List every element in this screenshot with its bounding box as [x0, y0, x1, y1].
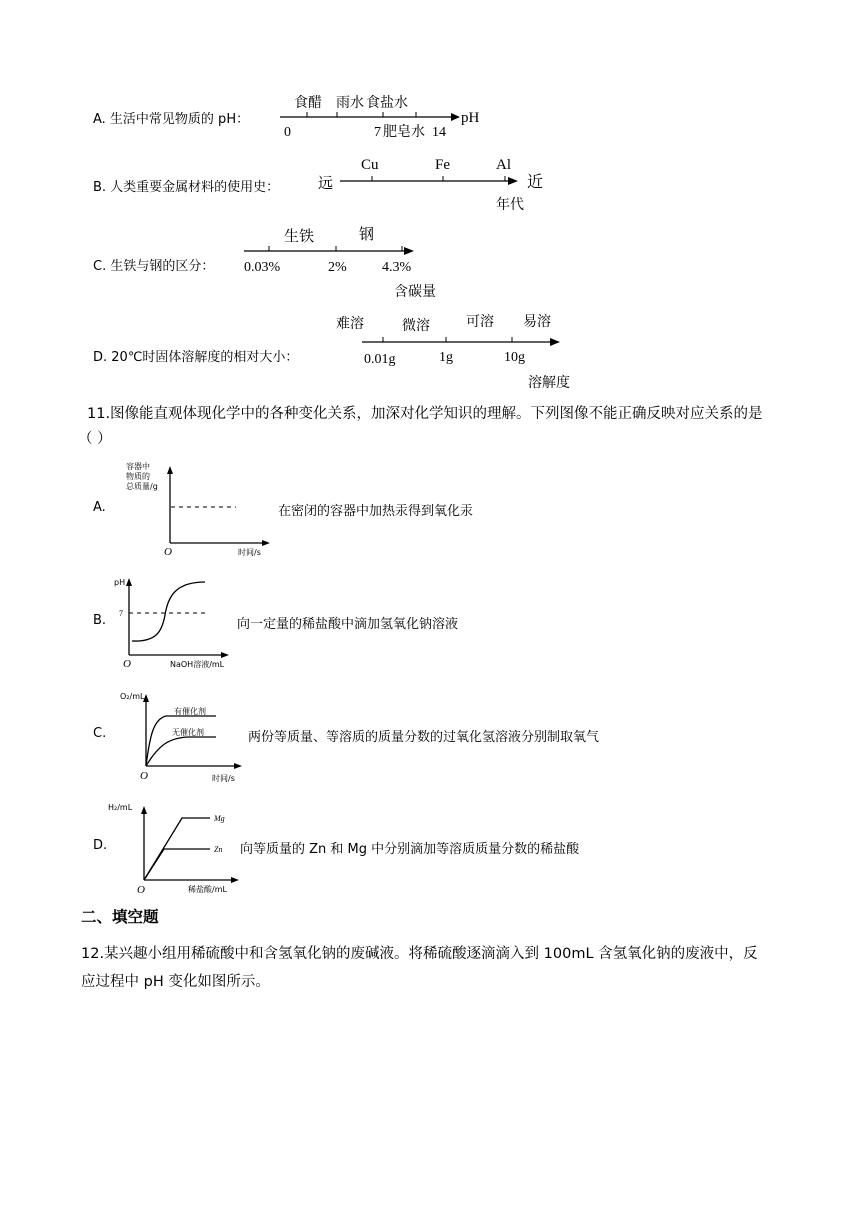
- graph-d-curve-zn: Zn: [214, 845, 223, 854]
- metal-history-diagram: [310, 150, 560, 220]
- graph-d-xlabel: 稀盐酸/mL: [188, 885, 227, 894]
- q11-option-a-text: 在密闭的容器中加热汞得到氧化汞: [278, 504, 474, 519]
- solubility-diagram: [326, 308, 586, 392]
- graph-d-origin: O: [137, 884, 145, 896]
- ph-label-vinegar: 食醋: [294, 95, 322, 111]
- metal-fe: Fe: [435, 157, 450, 173]
- solubility-soluble: 可溶: [466, 314, 494, 330]
- ph-tick-0: 0: [284, 125, 291, 140]
- q11-graph-b: [110, 570, 240, 670]
- q10-option-b-label: B. 人类重要金属材料的使用史：: [93, 180, 280, 195]
- carbon-tick-4-3: 4.3%: [382, 260, 412, 275]
- ph-scale-diagram: [270, 86, 490, 146]
- metal-cu: Cu: [361, 157, 379, 173]
- q11-option-b-text: 向一定量的稀盐酸中滴加氢氧化钠溶液: [237, 617, 459, 632]
- graph-a-ylabel-1: 容器中: [126, 462, 150, 471]
- q10-option-c-label: C. 生铁与钢的区分：: [93, 259, 215, 274]
- solubility-tick-0-01: 0.01g: [364, 352, 396, 367]
- solubility-slightly: 微溶: [402, 318, 430, 334]
- graph-c-curve-no-catalyst: 无催化剂: [172, 728, 204, 737]
- solubility-axis-label: 溶解度: [528, 375, 570, 391]
- carbon-label-pig-iron: 生铁: [284, 227, 315, 245]
- graph-a-xlabel: 时间/s: [238, 548, 261, 557]
- q11-option-a-letter: A.: [93, 500, 106, 515]
- ph-label-soap: 肥皂水: [383, 124, 425, 140]
- ph-label-salt: 食盐水: [366, 95, 408, 111]
- q10-option-d-label: D. 20℃时固体溶解度的相对大小：: [93, 350, 299, 365]
- history-near: 近: [527, 172, 544, 191]
- graph-c-origin: O: [140, 770, 148, 782]
- ph-label-rain: 雨水: [336, 95, 364, 111]
- graph-c-curve-catalyst: 有催化剂: [174, 707, 206, 716]
- carbon-content-diagram: [236, 220, 456, 304]
- q11-option-c-text: 两份等质量、等溶质的质量分数的过氧化氢溶液分别制取氧气: [248, 730, 600, 745]
- q11-graph-d: [108, 798, 243, 898]
- q11-stem-line1: 11.图像能直观体现化学中的各种变化关系，加深对化学知识的理解。下列图像不能正确反映对应关系的是: [87, 406, 763, 422]
- section-title: 二、填空题: [81, 908, 159, 926]
- carbon-tick-2: 2%: [328, 260, 347, 275]
- q11-stem-line2: （ ）: [78, 431, 112, 447]
- graph-b-mark-7: 7: [119, 609, 123, 618]
- graph-a-origin: O: [164, 546, 172, 558]
- graph-b-xlabel: NaOH溶液/mL: [170, 660, 225, 669]
- metal-al: Al: [496, 157, 511, 173]
- q12-line1: 12.某兴趣小组用稀硫酸中和含氢氧化钠的废碱液。将稀硫酸逐滴滴入到 100mL 含氢氧化钠的废液中，反: [81, 946, 758, 962]
- graph-c-ylabel: O₂/mL: [120, 692, 145, 701]
- solubility-very: 易溶: [523, 314, 551, 330]
- solubility-tick-10: 10g: [504, 350, 525, 365]
- q11-option-c-letter: C.: [93, 726, 107, 741]
- solubility-insoluble: 难溶: [336, 316, 364, 332]
- ph-tick-7: 7: [374, 125, 381, 140]
- carbon-tick-0-03: 0.03%: [244, 260, 281, 275]
- q11-graph-c: [120, 686, 250, 786]
- graph-d-curve-mg: Mg: [214, 814, 225, 823]
- history-far: 远: [318, 174, 334, 192]
- q11-option-d-letter: D.: [93, 838, 108, 853]
- carbon-axis-label: 含碳量: [394, 284, 436, 300]
- graph-c-xlabel: 时间/s: [212, 774, 235, 783]
- graph-b-ylabel: pH: [114, 578, 126, 587]
- q12-line2: 应过程中 pH 变化如图所示。: [81, 974, 270, 990]
- graph-d-ylabel: H₂/mL: [108, 803, 133, 812]
- history-axis-label: 年代: [496, 197, 524, 213]
- q11-option-b-letter: B.: [93, 613, 107, 628]
- ph-tick-14: 14: [432, 125, 446, 140]
- q10-option-a-label: A. 生活中常见物质的 pH：: [93, 112, 250, 127]
- carbon-label-steel: 钢: [359, 225, 375, 243]
- graph-b-origin: O: [123, 658, 131, 670]
- graph-a-ylabel-2: 物质的: [126, 472, 150, 481]
- solubility-tick-1: 1g: [439, 350, 453, 365]
- graph-a-ylabel-3: 总质量/g: [126, 482, 158, 491]
- q11-graph-a: [118, 458, 278, 558]
- ph-axis-label: pH: [461, 110, 480, 126]
- q11-option-d-text: 向等质量的 Zn 和 Mg 中分别滴加等溶质质量分数的稀盐酸: [240, 842, 580, 857]
